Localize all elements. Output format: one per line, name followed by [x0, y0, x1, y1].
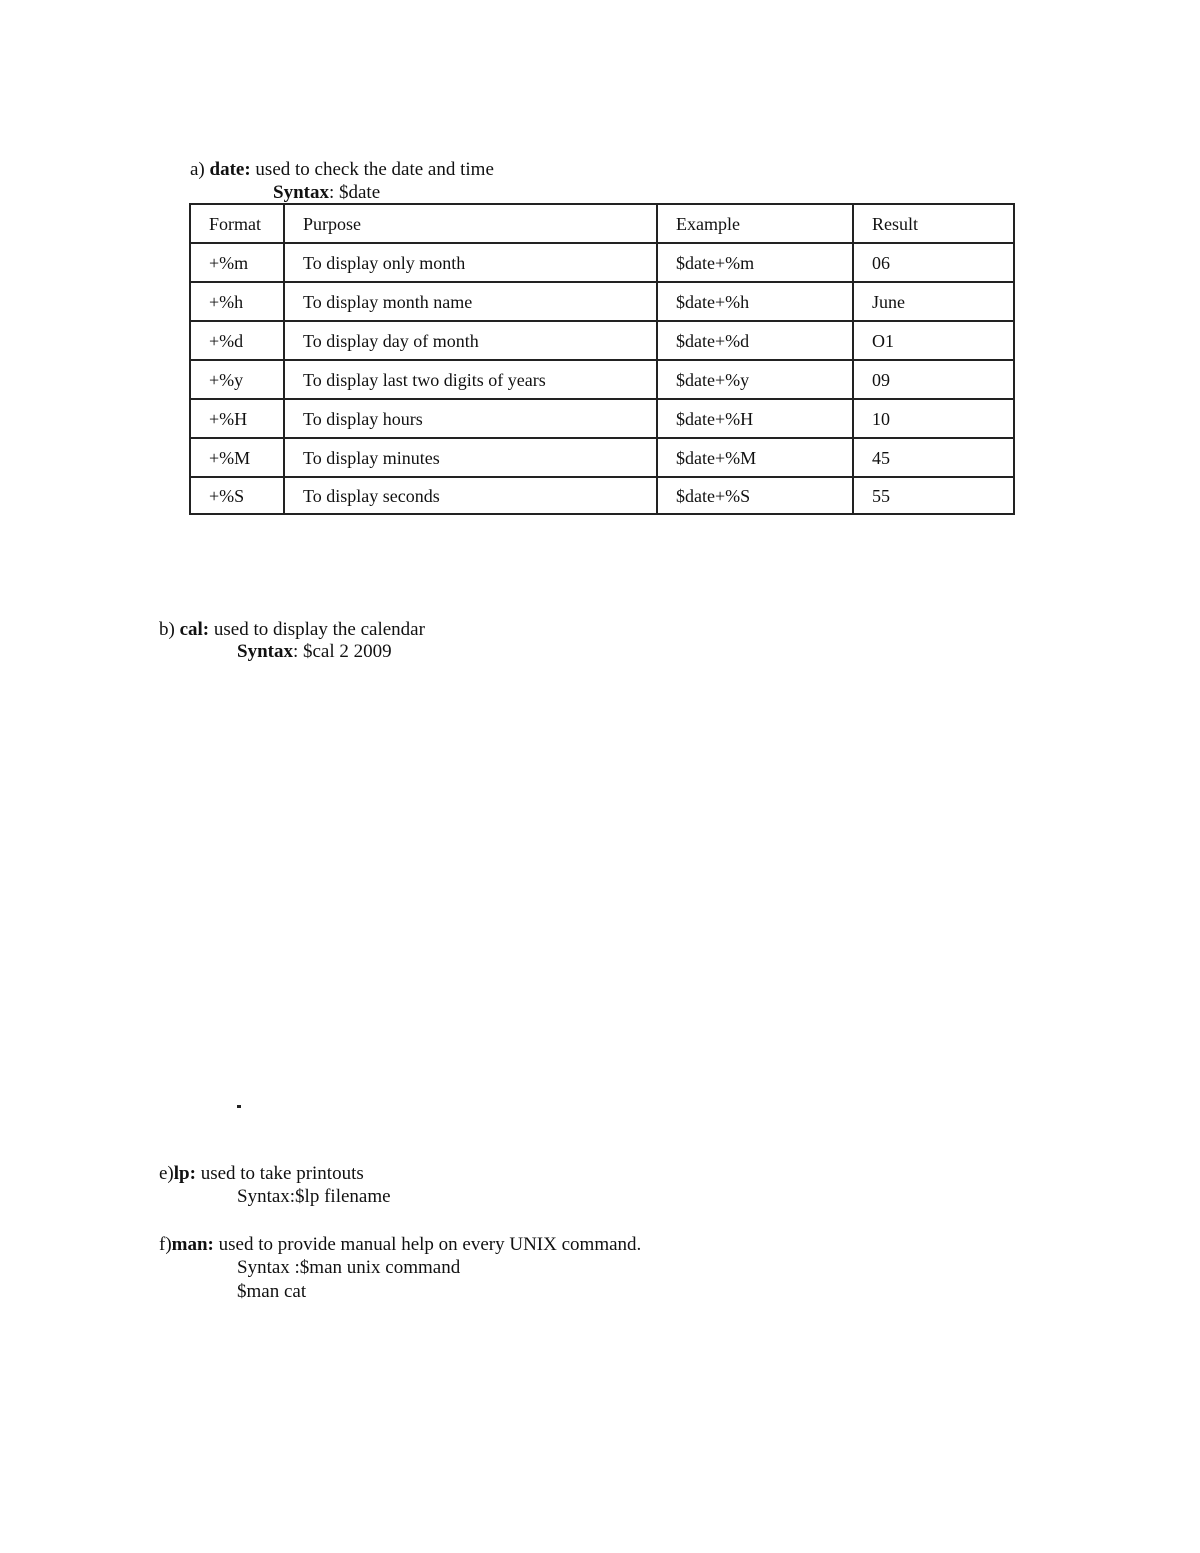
- section-a-command: date:: [209, 159, 251, 180]
- header-example: Example: [657, 204, 853, 243]
- date-format-table: [189, 203, 1015, 515]
- cell-format: +%S: [190, 477, 284, 514]
- table-row: [190, 477, 1014, 514]
- section-a-syntax-value: : $date: [328, 182, 381, 203]
- cell-format: +%h: [190, 282, 284, 321]
- cell-format: +%H: [190, 399, 284, 438]
- table-row: [190, 438, 1014, 477]
- header-format: Format: [190, 204, 284, 243]
- cell-purpose: To display day of month: [284, 321, 657, 360]
- section-b-description: used to display the calendar: [209, 619, 425, 640]
- section-e-heading: [159, 1164, 364, 1183]
- section-a-prefix: a): [190, 159, 210, 180]
- section-b-command: cal:: [179, 619, 210, 640]
- section-a-description: used to check the date and time: [250, 159, 494, 180]
- section-b-syntax-value: : $cal 2 2009: [292, 641, 392, 662]
- section-b-prefix: b): [159, 619, 180, 640]
- cell-format: +%M: [190, 438, 284, 477]
- cell-example: $date+%y: [657, 360, 853, 399]
- section-e-syntax: Syntax:$lp filename: [237, 1186, 391, 1207]
- table-row: [190, 360, 1014, 399]
- cell-result: 10: [853, 399, 1014, 438]
- section-a-heading: [190, 160, 494, 179]
- cell-result: 45: [853, 438, 1014, 477]
- section-f-description: used to provide manual help on every UNIX command.: [213, 1234, 642, 1255]
- header-result: Result: [853, 204, 1014, 243]
- cell-result: O1: [853, 321, 1014, 360]
- header-purpose: Purpose: [284, 204, 657, 243]
- cell-result: 55: [853, 477, 1014, 514]
- cell-purpose: To display last two digits of years: [284, 360, 657, 399]
- cell-example: $date+%S: [657, 477, 853, 514]
- cell-purpose: To display seconds: [284, 477, 657, 514]
- cell-purpose: To display only month: [284, 243, 657, 282]
- table-row: [190, 243, 1014, 282]
- cell-result: June: [853, 282, 1014, 321]
- section-f-heading: [159, 1235, 641, 1254]
- table-row: [190, 321, 1014, 360]
- table-header-row: [190, 204, 1014, 243]
- section-e-command: lp:: [173, 1163, 196, 1184]
- section-e-prefix: e): [159, 1163, 174, 1184]
- section-b-syntax-label: Syntax: [237, 641, 293, 662]
- section-a-syntax-label: Syntax: [273, 182, 329, 203]
- section-b-heading: [159, 620, 425, 639]
- table-row: [190, 282, 1014, 321]
- cell-example: $date+%d: [657, 321, 853, 360]
- cell-purpose: To display month name: [284, 282, 657, 321]
- cell-format: +%y: [190, 360, 284, 399]
- section-f-command: man:: [171, 1234, 214, 1255]
- section-f-example: $man cat: [237, 1281, 307, 1302]
- stray-mark: [237, 1105, 241, 1108]
- cell-format: +%d: [190, 321, 284, 360]
- section-a-syntax: [273, 183, 380, 202]
- section-f-syntax: Syntax :$man unix command: [237, 1257, 461, 1278]
- cell-example: $date+%m: [657, 243, 853, 282]
- table-row: [190, 399, 1014, 438]
- section-b-syntax: [237, 642, 392, 661]
- cell-purpose: To display hours: [284, 399, 657, 438]
- section-e-description: used to take printouts: [195, 1163, 364, 1184]
- cell-result: 06: [853, 243, 1014, 282]
- section-f-prefix: f): [159, 1234, 172, 1255]
- cell-purpose: To display minutes: [284, 438, 657, 477]
- cell-result: 09: [853, 360, 1014, 399]
- cell-example: $date+%h: [657, 282, 853, 321]
- cell-example: $date+%M: [657, 438, 853, 477]
- cell-format: +%m: [190, 243, 284, 282]
- cell-example: $date+%H: [657, 399, 853, 438]
